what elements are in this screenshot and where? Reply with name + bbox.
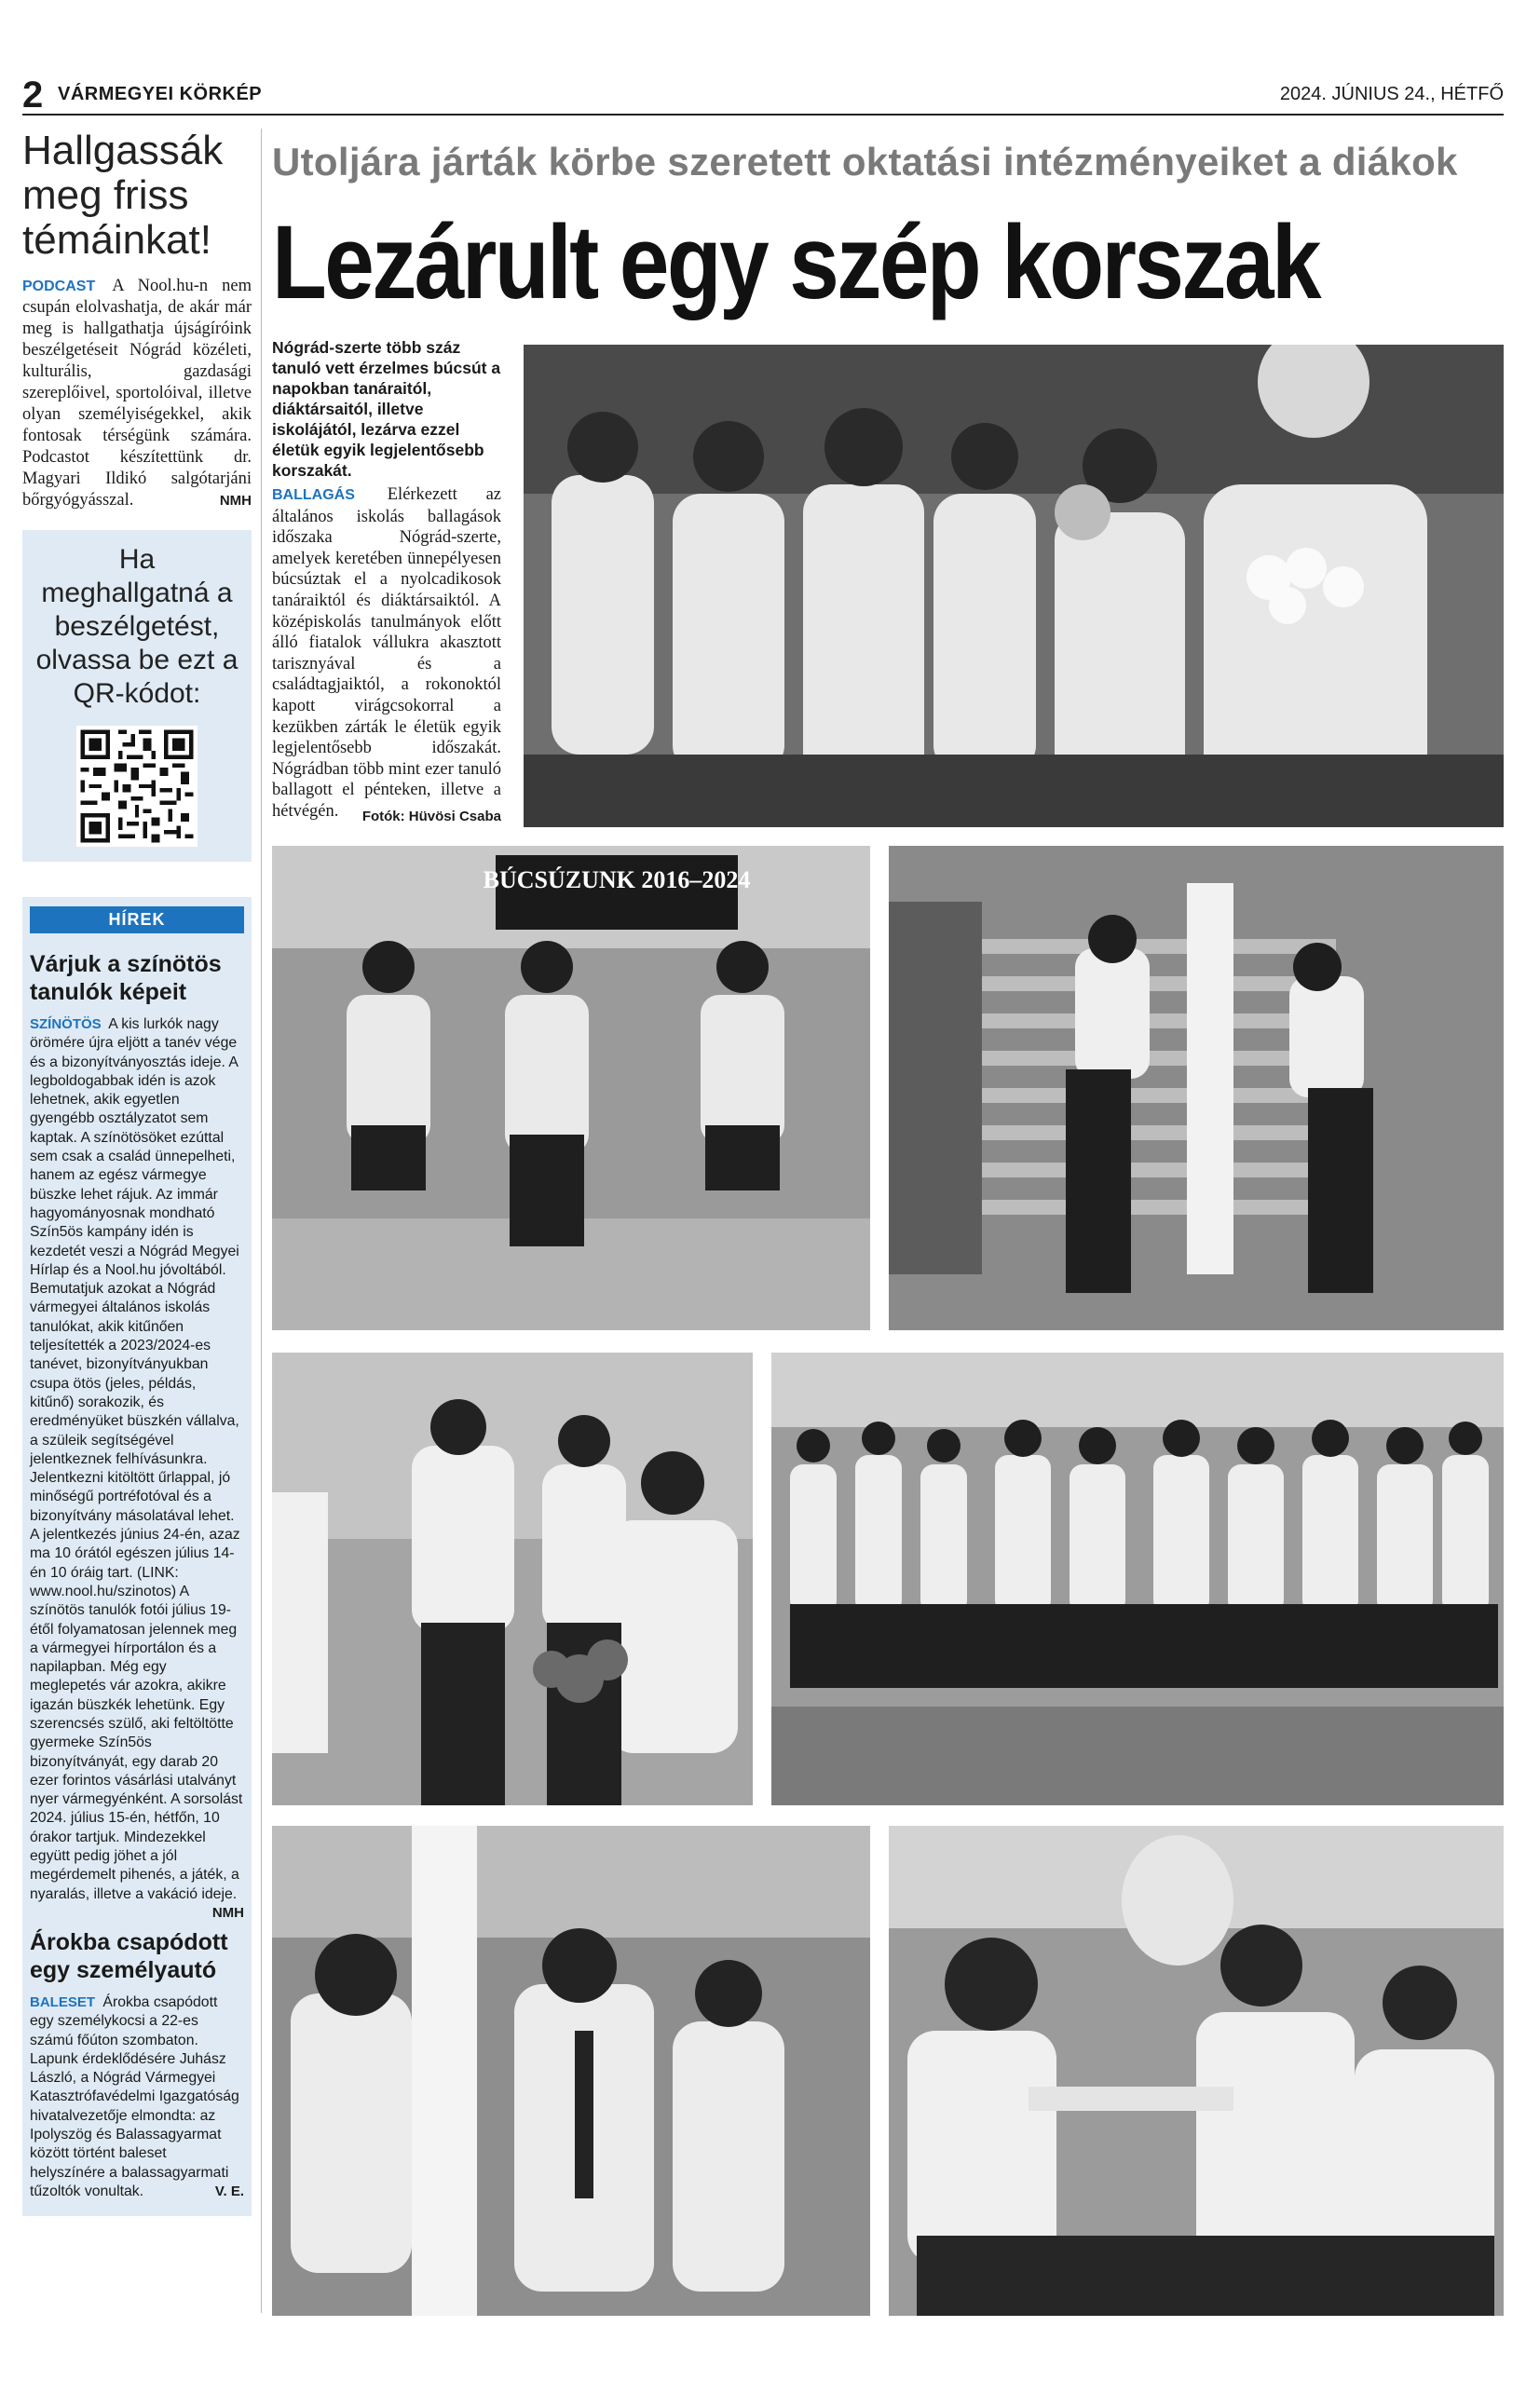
photo-balloon-hug (889, 1826, 1504, 2316)
news-text-2: Árokba csapódott egy személykocsi a 22-es számú főúton szombaton. Lapunk érdeklődésére Juhász László, a Nógrád Vármegyei Katasztrófavédelmi Igazgatóság hivatalvezetője elmondta: az Ipolyszög és Balassagyarmat között történt baleset helyszínére a balassagyarmati tűzoltók vonultak. (30, 1993, 239, 2199)
page-number: 2 (22, 75, 44, 116)
qr-code[interactable] (76, 726, 198, 847)
podcast-signature: NMH (219, 493, 252, 509)
news-box (22, 897, 252, 2216)
article-headline: Lezárult egy szép korszak (272, 204, 1319, 320)
news-signature-1: NMH (211, 1904, 244, 1921)
left-column (22, 129, 252, 2216)
photo-credit: Fotók: Hüvösi Csaba (361, 809, 501, 824)
qr-instruction: Ha meghallgatná a beszélgetést, olvassa be ezt a QR-kódot: (35, 544, 238, 709)
news-label: HÍREK (30, 906, 244, 933)
photo-flag-handover (889, 846, 1504, 1330)
podcast-heading: Hallgassák meg friss témáinkat! (22, 128, 224, 263)
news-kicker-2: BALESET (30, 1993, 96, 2010)
news-text-1: A kis lurkók nagy örömére újra eljött a tanév vége és a bizonyítványosztás ideje. A legboldogabbak idén is azok lehetnek, akik egyetlen gyengébb osztályzatot sem kaptak. A színötösöket ezúttal sem csak a család ünnepelheti, hanem az egész vármegye büszke lehet rájuk. Az immár hagyományosnak mondható Szín5ös kampány idén is kezdetét veszi a Nógrád Megyei Hírlap és a Nool.hu jóvoltából. Bemutatjuk azokat a Nógrád vármegyei általános iskolás tanulókat, akik kitűnően teljesítették a 2023/2024-es tanévet, bizonyítványukban csupa ötös (jeles, példás, kitűnő) sorakozik, és eredményüket büszkén vállalva, a szüleik segítségével jelentkeznek felhívásunkra. Jelentkezni kitöltött űrlappal, jó minőségű portréfotóval és a bizonyítvány másolatával lehet. A jelentkezés június 24-én, azaz ma 10 órától egészen július 14-én 10 óráig tart. (LINK: www.nool.hu/szinotos) A színötös tanulók fotói július 19-étől folyamatosan jelennek meg a vármegyei hírportálon és a napilapban. Még egy meglepetés vár azokra, akikre igazán büszkék lehetünk. Egy szerencsés szülő, aki feltöltötte gyermeke Szín5ös bizonyítványát, egy darab 20 ezer forintos vásárlási utalványt nyer vármegyénként. A sorsolást 2024. július 15-én, hétfőn, 10 órakor tartjuk. Mindezekkel együtt pedig jöhet a jól megérdemelt pihenés, a játék, a nyaralás, illetve a vakáció ideje. (30, 1016, 243, 1902)
photo-stage-procession (272, 846, 870, 1330)
podcast-kicker: PODCAST (22, 279, 96, 294)
section-name: VÁRMEGYEI KÖRKÉP (58, 84, 263, 104)
article-text: Elérkezett az általános iskolás ballagások időszaka Nógrád-szerte, amelyek keretében ünnepélyesen búcsúztak el a nyolcadikosok tanáraiktól és diáktársaiktól. A középiskolás tanulmányok előtt álló fiatalok vállukra akasztott tarisznyával és a családtagjaiktól, a rokonoktól kapott virágcsokorral a kezükben zárták le életük egyik legjelentősebb időszakát. Nógrádban több mint ezer tanuló ballagott el pénteken, illetve a hétvégén. (272, 485, 501, 821)
photo-boys-with-satchels (272, 1353, 753, 1805)
podcast-text (22, 276, 252, 511)
photo-hallway-ceremony (771, 1353, 1504, 1805)
news-signature-2: V. E. (214, 2183, 244, 2199)
article-kicker: BALLAGÁS (272, 487, 355, 503)
article-lead: Nógrád-szerte több száz tanuló vett érzelmes búcsút a napokban tanáraitól, diáktársaitól, illetve iskolájától, lezárva ezzel életük egyik legjelentősebb korszakát. (272, 338, 501, 480)
article-supertitle: Utoljára járták körbe szeretett oktatási intézményeiket a diákok (272, 140, 1458, 184)
column-divider (261, 129, 262, 2313)
banner-text: BÚCSÚZUNK 2016–2024 (483, 866, 751, 893)
news-body-2 (30, 1993, 244, 2201)
podcast-body: A Nool.hu-n nem csupán elolvashatja, de akár már meg is hallgathatja újságíróink beszélgetéseit Nógrád közéleti, kulturális, gazdasági szereplőivel, sportolóival, illetve olyan személyiségekkel, akik fontosak térségünk számára. Podcastot készítettünk dr. Magyari Ildikó salgótarjáni bőrgyógyásszal. (22, 277, 252, 510)
issue-date: 2024. JÚNIUS 24., HÉTFŐ (1279, 84, 1504, 104)
news-body-1 (30, 1015, 244, 1921)
news-kicker-1: SZÍNÖTÖS (30, 1016, 102, 1032)
article-body (272, 484, 501, 823)
photo-lead-teacher-students (524, 345, 1504, 827)
news-title-1: Várjuk a színötös tanulók képeit (30, 951, 222, 1005)
photo-signed-flag (272, 1826, 870, 2316)
news-title-2: Árokba csapódott egy személyautó (30, 1928, 228, 1983)
page-header (22, 75, 1504, 116)
qr-box (22, 530, 252, 862)
